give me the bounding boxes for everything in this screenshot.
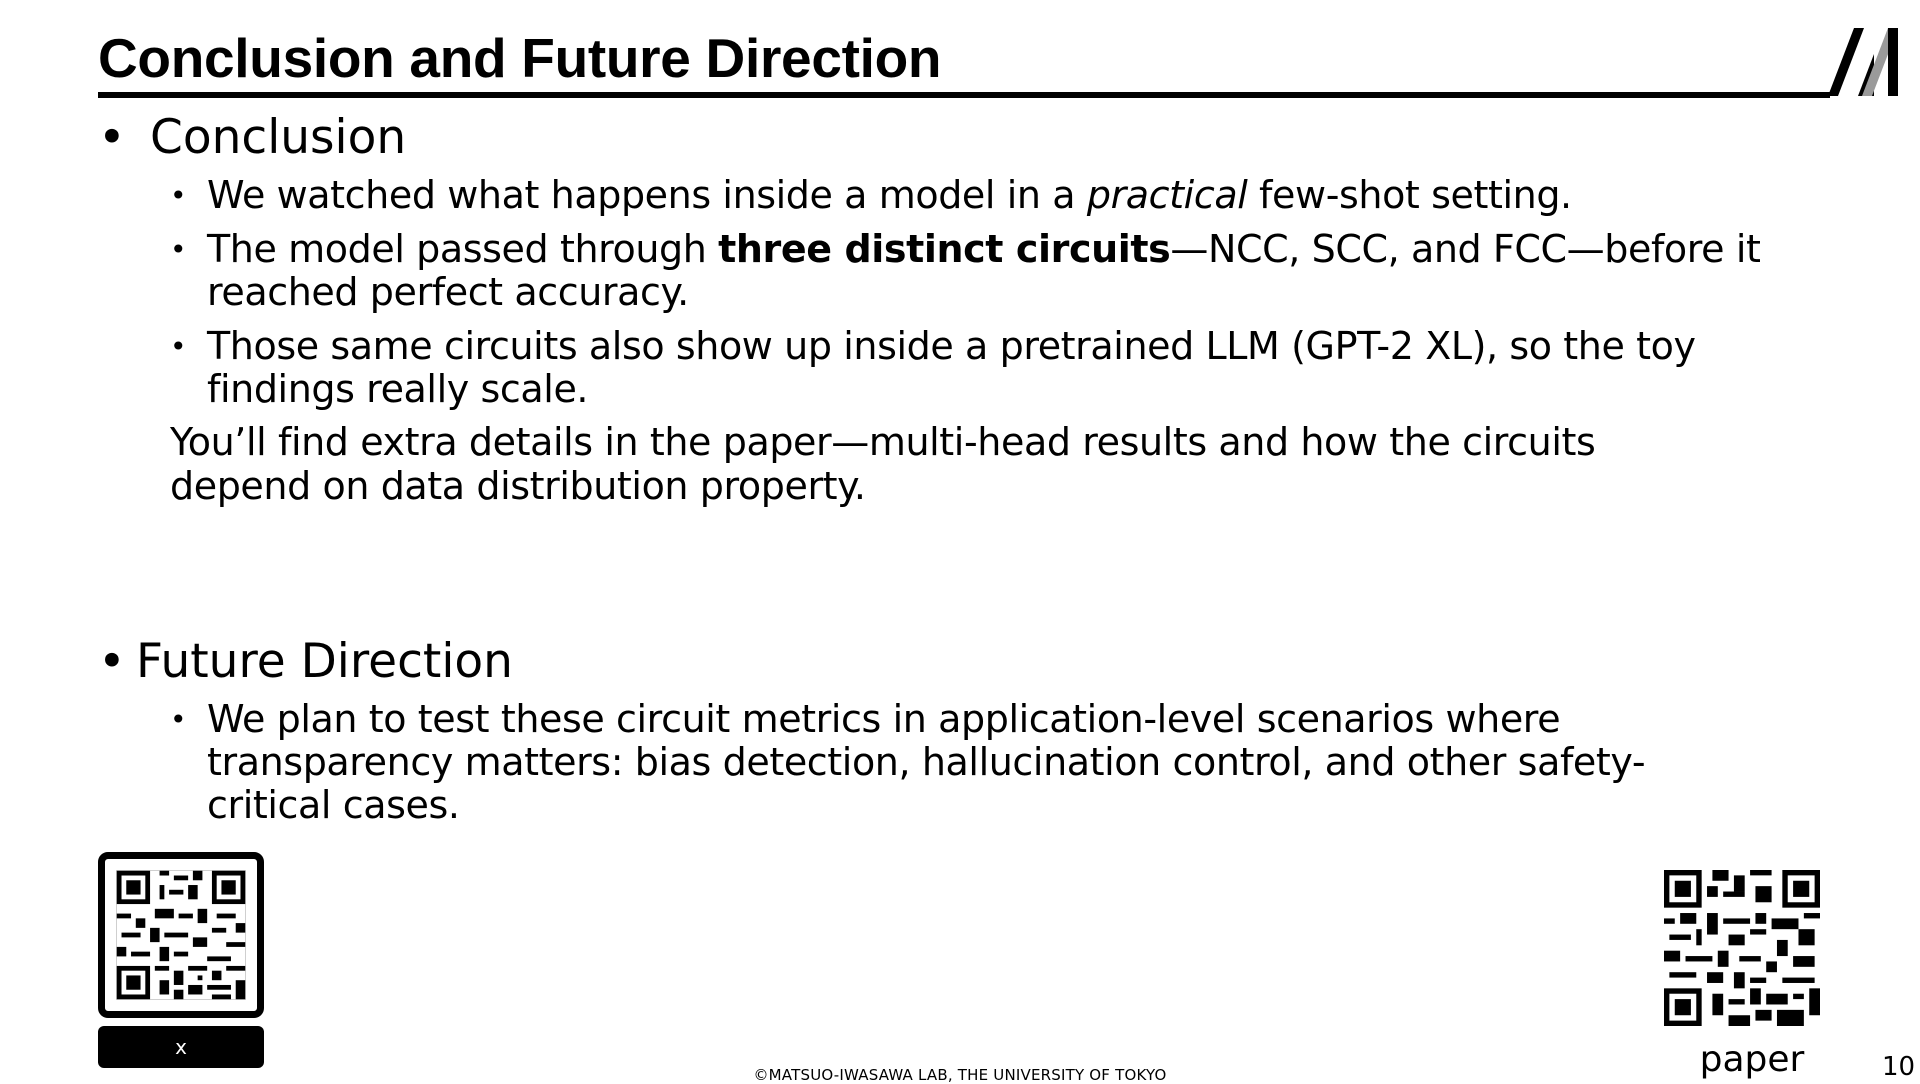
x-qr-card[interactable] <box>98 852 264 1018</box>
future-heading-text: Future Direction <box>136 634 513 689</box>
slide-title: Conclusion and Future Direction <box>98 27 942 89</box>
conclusion-heading <box>98 110 406 166</box>
bullet: • <box>170 703 187 736</box>
x-link-button[interactable]: x <box>98 1026 264 1068</box>
conclusion-item-3: • Those same circuits also show up inside a pretrained LLM (GPT-2 XL), so the toy findings really scale. <box>170 324 1696 411</box>
future-item-1: • We plan to test these circuit metrics in application-level scenarios where transparency matters: bias detection, hallucination control, and other safety-critical cases. <box>170 697 1646 827</box>
bullet: • <box>170 179 187 212</box>
conclusion-note: You’ll find extra details in the paper—multi-head results and how the circuits depend on data distribution property. <box>170 420 1596 508</box>
title-underline <box>98 92 1830 98</box>
bullet: • <box>170 330 187 363</box>
bullet: • <box>98 110 126 165</box>
emphasis: practical <box>1086 173 1248 217</box>
qr-code-icon <box>112 866 250 1004</box>
conclusion-heading-text: Conclusion <box>150 110 407 165</box>
footer-copyright: ©MATSUO-IWASAWA LAB, THE UNIVERSITY OF TOKYO <box>753 1066 1167 1084</box>
page-number: 10 <box>1882 1052 1916 1082</box>
conclusion-item-2: • The model passed through three distinct circuits—NCC, SCC, and FCC—before it reached perfect accuracy. <box>170 227 1761 314</box>
paper-qr-code-icon[interactable] <box>1664 870 1820 1026</box>
bold-phrase: three distinct circuits <box>718 227 1171 271</box>
paper-label: paper <box>1699 1039 1805 1080</box>
bullet: • <box>98 634 126 689</box>
bullet: • <box>170 233 187 266</box>
matsuo-lab-logo-icon <box>1826 26 1898 98</box>
future-heading <box>98 634 513 690</box>
conclusion-item-1: • We watched what happens inside a model in a practical few-shot setting. <box>170 173 1572 217</box>
